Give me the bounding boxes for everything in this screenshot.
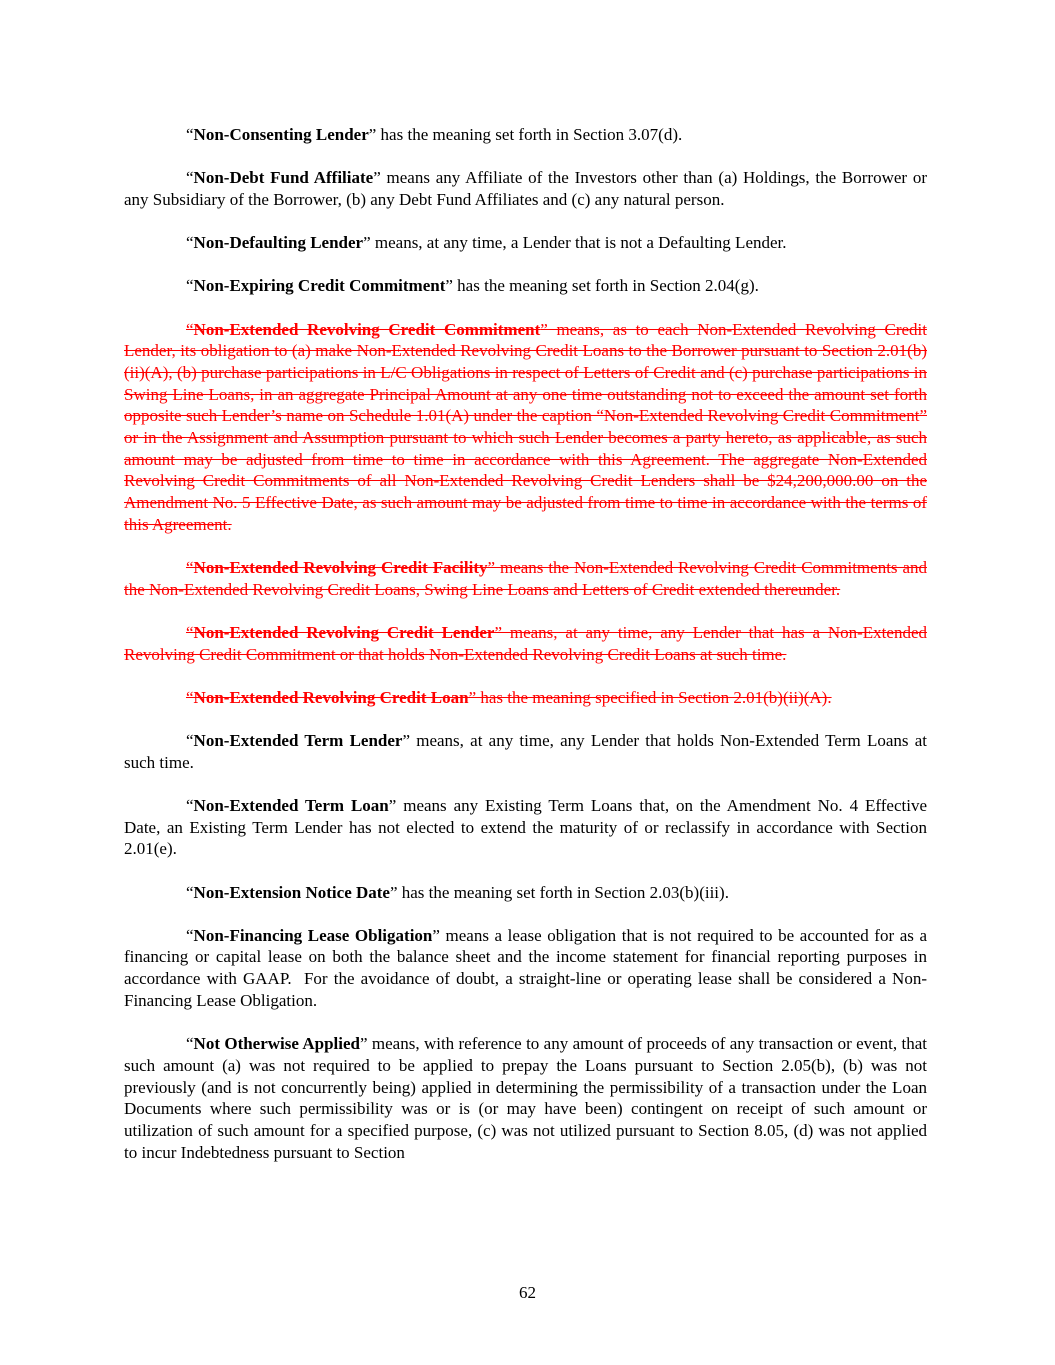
definition-non-extension-notice-date — [124, 882, 927, 904]
open-quote: “ — [186, 687, 194, 707]
definition-non-extended-term-loan — [124, 795, 927, 860]
definition-non-financing-lease-obligation — [124, 925, 927, 1012]
deleted-definition-non-extended-revolving-credit-lender — [124, 622, 927, 665]
open-quote: “ — [186, 319, 194, 339]
open-quote: “ — [186, 731, 194, 751]
defined-term: Non-Consenting Lender — [193, 125, 369, 144]
definition-text: ” means any Existing Term Loans that, on the Amendment No. 4 Effective Date, an Existing Term Lender has not elected to extend the maturity of or reclassify in accordance with Section 2.01(e). — [124, 795, 927, 859]
defined-term: Non-Extended Revolving Credit Commitment — [193, 319, 541, 339]
definition-text: ” means, at any time, any Lender that has a Non-Extended Revolving Credit Commitment or that holds Non-Extended Revolving Credit Loans at such time. — [124, 622, 927, 664]
defined-term: Non-Financing Lease Obligation — [193, 925, 433, 945]
open-quote: “ — [186, 795, 194, 815]
definition-text: ” means, at any time, any Lender that holds Non-Extended Term Loans at such time. — [124, 731, 927, 772]
open-quote: “ — [186, 125, 194, 144]
definition-text: ” means a lease obligation that is not required to be accounted for as a financing or capital lease on both the balance sheet and the income statement for financial reporting purposes in accordance with GAAP. For the avoidance of doubt, a straight-line or operating lease shall be considered a Non-Financing Lease Obligation. — [124, 925, 927, 1010]
definition-text: ” has the meaning set forth in Section 2.04(g). — [445, 276, 759, 296]
defined-term: Non-Defaulting Lender — [193, 233, 364, 253]
defined-term: Non-Extended Revolving Credit Facility — [193, 558, 488, 578]
open-quote: “ — [186, 882, 194, 902]
defined-term: Non-Extended Term Lender — [193, 731, 403, 751]
definition-not-otherwise-applied — [124, 1033, 927, 1163]
definition-non-extended-term-lender — [124, 730, 927, 773]
definition-text: ” means any Affiliate of the Investors other than (a) Holdings, the Borrower or any Subsidiary of the Borrower, (b) any Debt Fund Affiliates and (c) any natural person. — [124, 168, 927, 209]
defined-term: Non-Extension Notice Date — [193, 882, 390, 902]
open-quote: “ — [186, 558, 194, 578]
definition-non-debt-fund-affiliate — [124, 167, 927, 210]
defined-term: Non-Expiring Credit Commitment — [193, 276, 446, 296]
defined-term: Non-Debt Fund Affiliate — [193, 168, 374, 188]
definition-text: ” means, at any time, a Lender that is not a Defaulting Lender. — [363, 233, 787, 253]
open-quote: “ — [186, 276, 194, 296]
document-body — [124, 124, 927, 1185]
open-quote: “ — [186, 233, 194, 253]
definition-text: ” means, with reference to any amount of proceeds of any transaction or event, that such amount (a) was not required to be applied to prepay the Loans pursuant to Section 2.05(b), (b) was not previously (and is not concurrently being) applied in determining the permissibility of a transaction under the Loan Documents where such permissibility was or is (or may have been) contingent on receipt of such amount or utilization of such amount for a specified purpose, (c) was not utilized pursuant to Section 8.05, (d) was not applied to incur Indebtedness pursuant to Section — [124, 1034, 928, 1162]
definition-text: ” has the meaning specified in Section 2.01(b)(ii)(A). — [468, 687, 832, 707]
defined-term: Not Otherwise Applied — [193, 1034, 360, 1054]
page-number: 62 — [519, 1283, 536, 1302]
deleted-definition-non-extended-revolving-credit-loan — [124, 687, 927, 709]
defined-term: Non-Extended Term Loan — [193, 795, 389, 815]
open-quote: “ — [186, 168, 194, 188]
definition-non-consenting-lender — [124, 124, 927, 146]
definition-text: ” means the Non-Extended Revolving Credit Commitments and the Non-Extended Revolving Credit Loans, Swing Line Loans and Letters of Credit extended thereunder. — [124, 558, 927, 599]
open-quote: “ — [186, 925, 194, 945]
open-quote: “ — [186, 1034, 194, 1054]
deleted-definition-non-extended-revolving-credit-facility — [124, 557, 927, 600]
definition-non-defaulting-lender — [124, 232, 927, 254]
definition-non-expiring-credit-commitment — [124, 275, 927, 297]
defined-term: Non-Extended Revolving Credit Loan — [193, 687, 469, 707]
definition-text: ” has the meaning set forth in Section 2.03(b)(iii). — [389, 882, 729, 902]
open-quote: “ — [186, 622, 194, 642]
definition-text: ” means, as to each Non-Extended Revolving Credit Lender, its obligation to (a) make Non-Extended Revolving Credit Loans to the Borrower pursuant to Section 2.01(b)(ii)(A), (b) purchase participations in L/C Obligations in respect of Letters of Credit and (c) purchase participations in Swing Line Loans, in an aggregate Principal Amount at any one time outstanding not to exceed the amount set forth opposite such Lender’s name on Schedule 1.01(A) under the caption “Non-Extended Revolving Credit Commitment” or in the Assignment and Assumption pursuant to which such Lender becomes a party hereto, as applicable, as such amount may be adjusted from time to time in accordance with this Agreement. The aggregate Non-Extended Revolving Credit Commitments of all Non-Extended Revolving Credit Lenders shall be $24,200,000.00 on the Amendment No. 5 Effective Date, as such amount may be adjusted from time to time in accordance with the terms of this Agreement. — [124, 319, 927, 534]
defined-term: Non-Extended Revolving Credit Lender — [193, 622, 495, 642]
deleted-definition-non-extended-revolving-credit-commitment — [124, 319, 927, 536]
definition-text: ” has the meaning set forth in Section 3.07(d). — [368, 125, 683, 144]
